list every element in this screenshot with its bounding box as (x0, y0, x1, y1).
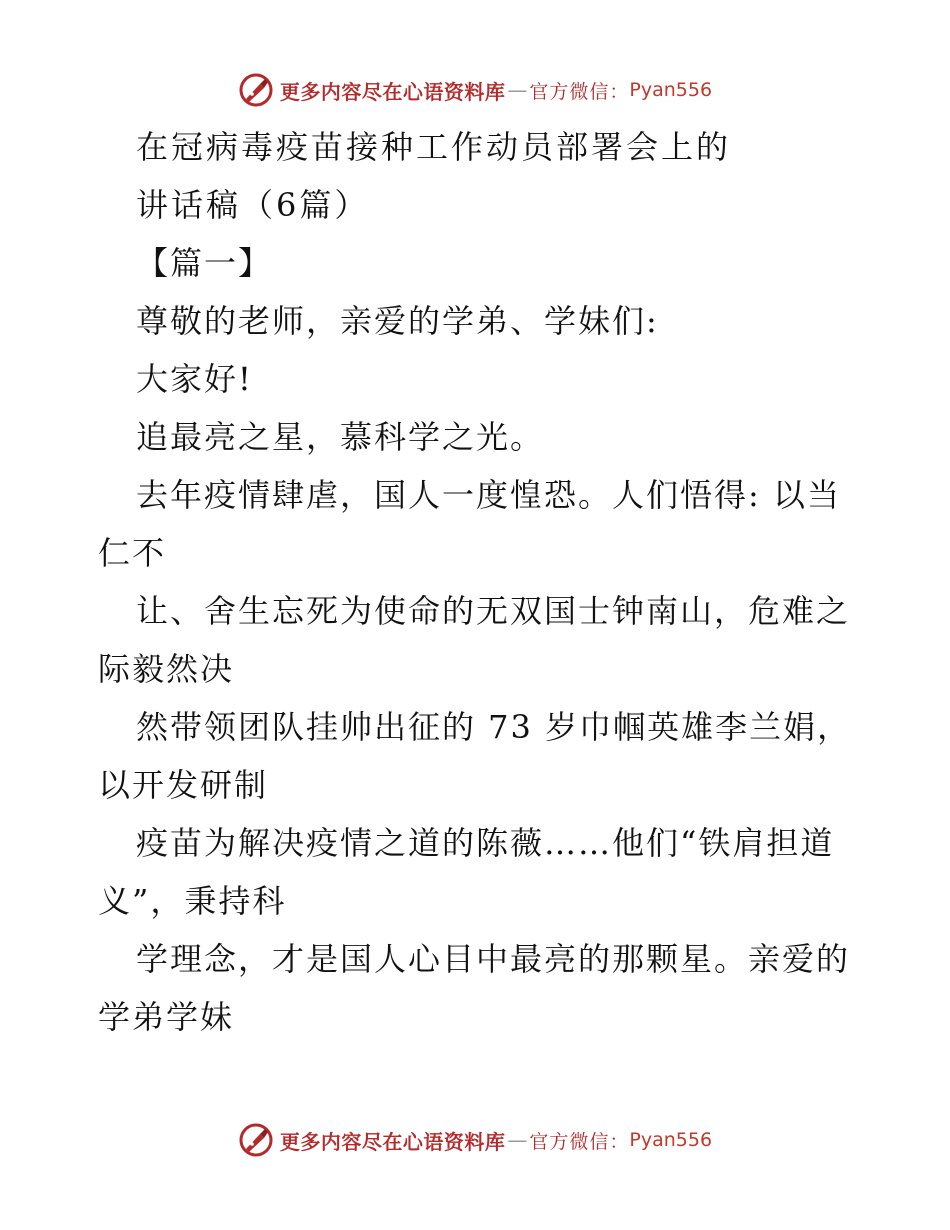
text-line: 去年疫情肆虐，国人一度惶恐。人们悟得: 以当 (136, 476, 841, 514)
text-line: 仁不 (98, 534, 167, 572)
document-title-line-1: 在冠病毒疫苗接种工作动员部署会上的 (136, 128, 732, 166)
text-line: 疫苗为解决疫情之道的陈薇……他们“铁肩担道 (136, 824, 835, 862)
text-line: 让、舍生忘死为使命的无双国士钟南山，危难之 (136, 592, 851, 630)
text-line: 义”，秉持科 (98, 882, 287, 920)
watermark-wechat-label: 官方微信： (529, 80, 630, 103)
pen-nib-logo-icon (238, 72, 274, 108)
text-line: 学弟学妹 (98, 998, 235, 1036)
watermark-text: 更多内容尽在心语资料库 (279, 1129, 506, 1154)
text-line: 追最亮之星，慕科学之光。 (136, 418, 545, 456)
paragraph-lines (98, 292, 858, 1046)
text-line: 以开发研制 (98, 766, 269, 804)
text-line: 尊敬的老师，亲爱的学弟、学妹们: (136, 302, 659, 340)
watermark-text: 更多内容尽在心语资料库 (279, 79, 506, 104)
section-heading: 【篇一】 (136, 244, 273, 282)
header-watermark (0, 70, 950, 110)
watermark-wechat-id: Pyan556 (629, 1129, 713, 1151)
watermark-dash: — (507, 78, 528, 102)
watermark-wechat-label: 官方微信： (529, 1130, 630, 1153)
pen-nib-logo-icon (238, 1122, 274, 1158)
text-line: 际毅然决 (98, 650, 235, 688)
text-line: 大家好! (136, 360, 253, 398)
watermark-dash: — (507, 1128, 528, 1152)
text-line: 学理念，才是国人心目中最亮的那颗星。亲爱的 (136, 940, 851, 978)
text-line: 然带领团队挂帅出征的 73 岁巾帼英雄李兰娟， (136, 708, 852, 746)
document-title-line-2: 讲话稿（6篇） (136, 186, 370, 224)
document-body (98, 118, 858, 1046)
footer-watermark (0, 1120, 950, 1160)
watermark-wechat-id: Pyan556 (629, 79, 713, 101)
